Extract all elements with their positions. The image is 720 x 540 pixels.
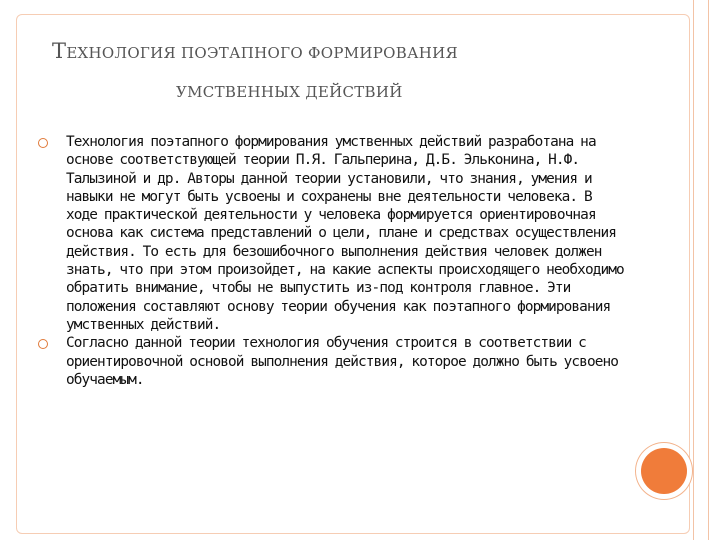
list-item	[36, 334, 626, 389]
title-line-2: УМСТВЕННЫХ ДЕЙСТВИЙ	[176, 83, 403, 101]
list-item	[36, 133, 626, 334]
slide-title	[52, 36, 652, 103]
list-item-text: Технология поэтапного формирования умственных действий разработана на основе соответствующей теории П.Я. Гальперина, Д.Б. Эльконина, Н.Ф. Талызиной и др. Авторы данной теории установили, что знания, умения и навыки не могут быть усвоены и сохранены вне деятельности человека. В ходе практической деятельности у человека формируется ориентировочная основа как система представлений о цели, плане и средствах осуществления действия. То есть для безошибочного выполнения действия человек должен знать, что при этом произойдет, на какие аспекты происходящего необходимо обратить внимание, чтобы не выпустить из-под контроля главное. Эти положения составляют основу теории обучения как поэтапного формирования умственных действий.	[66, 134, 624, 333]
list-item-text: Согласно данной теории технология обучения строится в соответствии с ориентировочной основой выполнения действия, которое должно быть усвоено обучаемым.	[66, 335, 619, 388]
title-line-1	[52, 36, 652, 68]
title-initial: Т	[52, 39, 67, 63]
frame-line-inner	[708, 0, 709, 540]
title-line-1-rest: ЕХНОЛОГИЯ ПОЭТАПНОГО ФОРМИРОВАНИЯ	[66, 44, 458, 62]
frame-line-outer	[693, 0, 694, 540]
circle-bullet-icon	[38, 339, 48, 349]
accent-circle-icon	[641, 448, 687, 494]
body-list	[36, 133, 626, 389]
circle-bullet-icon	[38, 138, 48, 148]
